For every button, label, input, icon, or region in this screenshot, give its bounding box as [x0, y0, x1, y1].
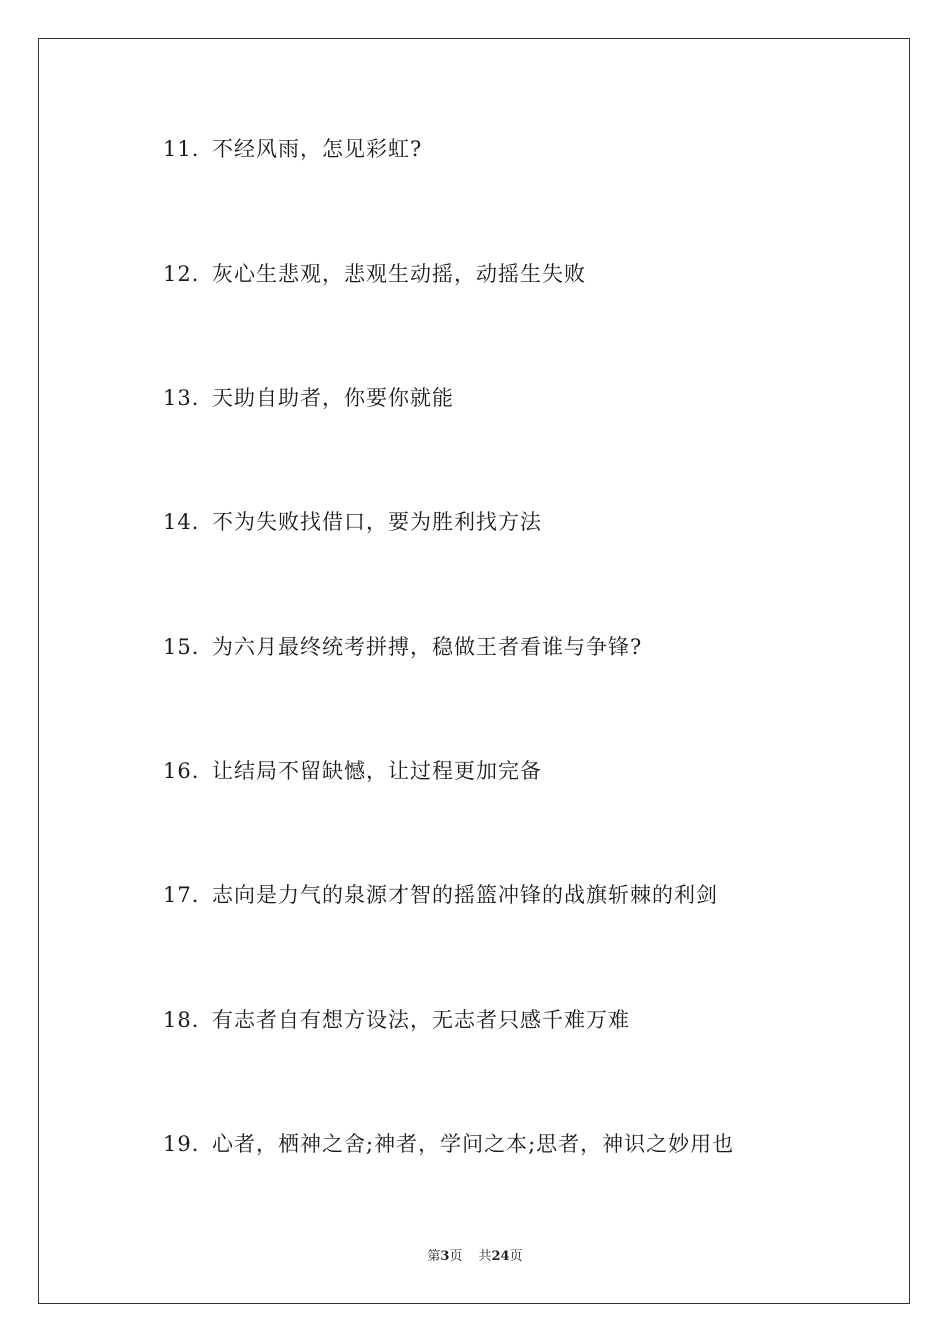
item-text: 天助自助者，你要你就能 — [212, 386, 454, 410]
item-text: 志向是力气的泉源才智的摇篮冲锋的战旗斩棘的利剑 — [212, 883, 718, 907]
item-text: 为六月最终统考拼搏，稳做王者看谁与争锋? — [212, 635, 643, 659]
page-suffix: 页 — [449, 1249, 463, 1264]
total-suffix: 页 — [509, 1249, 523, 1264]
item-number: 13. — [163, 386, 200, 410]
page-prefix: 第 — [427, 1249, 441, 1264]
list-item — [163, 882, 718, 908]
list-item — [163, 136, 422, 162]
page-footer — [0, 1248, 950, 1266]
item-text: 灰心生悲观，悲观生动摇，动摇生失败 — [212, 262, 586, 286]
list-item — [163, 634, 642, 660]
item-text: 不经风雨，怎见彩虹? — [212, 137, 423, 161]
list-item — [163, 261, 586, 287]
list-item — [163, 385, 454, 411]
list-item — [163, 509, 542, 535]
item-number: 19. — [163, 1132, 200, 1156]
page-current: 3 — [440, 1249, 450, 1264]
page-total: 24 — [491, 1249, 510, 1264]
item-text: 让结局不留缺憾，让过程更加完备 — [212, 759, 542, 783]
item-number: 17. — [163, 883, 200, 907]
item-text: 不为失败找借口，要为胜利找方法 — [212, 510, 542, 534]
item-text: 心者，栖神之舍;神者，学问之本;思者，神识之妙用也 — [212, 1132, 735, 1156]
item-text: 有志者自有想方设法，无志者只感千难万难 — [212, 1008, 630, 1032]
item-number: 11. — [163, 137, 200, 161]
item-number: 18. — [163, 1008, 200, 1032]
list-item — [163, 1007, 630, 1033]
item-number: 14. — [163, 510, 200, 534]
list-item — [163, 758, 542, 784]
page-border — [38, 38, 910, 1304]
total-prefix: 共 — [478, 1249, 492, 1264]
item-number: 15. — [163, 635, 200, 659]
item-number: 16. — [163, 759, 200, 783]
item-number: 12. — [163, 262, 200, 286]
list-item — [163, 1131, 734, 1157]
